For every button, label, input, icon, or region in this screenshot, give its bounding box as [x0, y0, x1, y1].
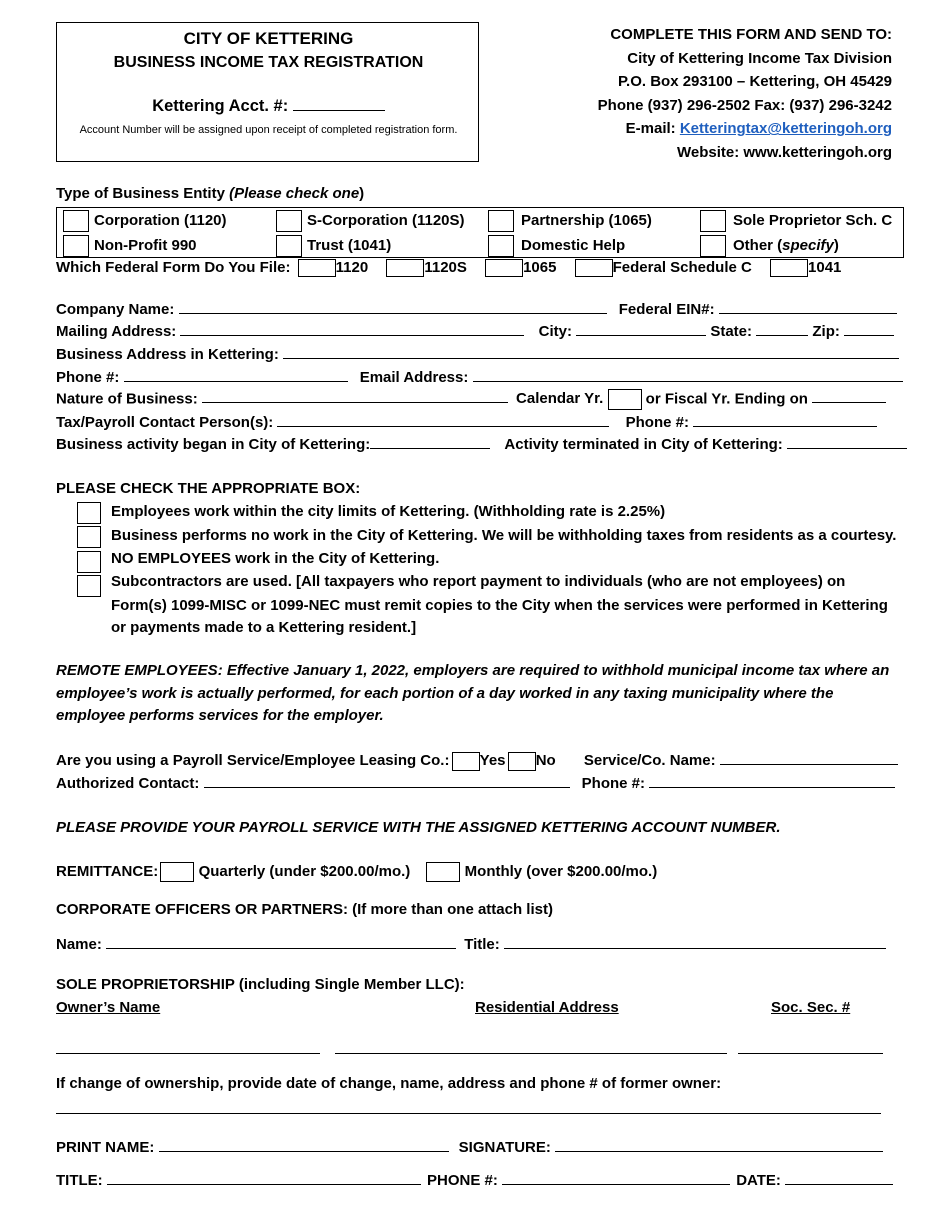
state-field[interactable]	[756, 322, 808, 336]
label-form-1041: 1041	[808, 259, 842, 276]
payroll-notice: PLEASE PROVIDE YOUR PAYROLL SERVICE WITH THE ASSIGNED KETTERING ACCOUNT NUMBER.	[56, 819, 781, 836]
checkbox-domestic-help[interactable]	[488, 235, 514, 257]
entity-other[interactable]	[700, 233, 839, 258]
nature-field[interactable]	[202, 389, 508, 403]
mailing-address-field[interactable]	[180, 322, 524, 336]
checkbox-other[interactable]	[700, 235, 726, 257]
checkbox-schedule-c[interactable]	[575, 259, 613, 277]
activity-began-label: Business activity began in City of Kettering:	[56, 436, 371, 453]
business-address-field[interactable]	[283, 345, 899, 359]
contact-phone-field[interactable]	[693, 413, 877, 427]
service-name-field[interactable]	[720, 751, 898, 765]
checkbox-sole-proprietor[interactable]	[700, 210, 726, 232]
entity-prompt-italic: (Please check one	[229, 185, 360, 202]
label-schedule-c: Federal Schedule C	[612, 259, 752, 276]
nature-label: Nature of Business:	[56, 390, 198, 408]
label-other: Other (specify)	[733, 237, 839, 254]
checkbox-no-work[interactable]	[77, 526, 101, 548]
officer-title-field[interactable]	[504, 935, 886, 949]
send-to-website: Website: www.ketteringoh.org	[676, 143, 892, 161]
checkbox-trust[interactable]	[276, 235, 302, 257]
owner-name-field[interactable]	[56, 1040, 320, 1054]
mailing-address-row	[56, 322, 894, 340]
phone-label: Phone #:	[56, 369, 120, 386]
activity-began-field[interactable]	[370, 435, 490, 449]
residential-address-field[interactable]	[335, 1040, 727, 1054]
ownership-change-field[interactable]	[56, 1100, 881, 1114]
checkbox-subcontractors[interactable]	[77, 575, 101, 597]
fiscal-year-label: or Fiscal Yr. Ending on	[645, 390, 808, 408]
sole-heading: SOLE PROPRIETORSHIP (including Single Member LLC):	[56, 976, 465, 993]
company-name-label: Company Name:	[56, 301, 175, 318]
city-title: CITY OF KETTERING	[183, 29, 354, 48]
check-option-subcontractors-1: Subcontractors are used. [All taxpayers who report payment to individuals (who are not employees) on	[111, 573, 846, 590]
checkbox-form-1120s[interactable]	[386, 259, 424, 277]
send-to-address: P.O. Box 293100 – Kettering, OH 45429	[617, 73, 892, 91]
fiscal-year-field[interactable]	[812, 389, 886, 403]
service-name-label: Service/Co. Name:	[583, 752, 716, 769]
phone-field[interactable]	[124, 368, 348, 382]
calendar-year-label: Calendar Yr.	[516, 390, 604, 408]
company-name-field[interactable]	[179, 300, 607, 314]
entity-sole-proprietor[interactable]	[700, 208, 892, 233]
check-option-subcontractors-2: Form(s) 1099-MISC or 1099-NEC must remit copies to the City when the services were performed in Kettering	[111, 597, 888, 614]
remote-line-2: employee’s work is actually performed, for each portion of a day worked in any taxing municipality where the	[56, 685, 834, 702]
label-form-1120: 1120	[335, 259, 369, 276]
officer-name-field[interactable]	[106, 935, 456, 949]
checkbox-calendar-year[interactable]	[608, 389, 642, 410]
entity-prompt	[56, 185, 364, 202]
check-option-no-employees: NO EMPLOYEES work in the City of Kettering.	[111, 550, 440, 567]
send-to-phone-fax: Phone (937) 296-2502 Fax: (937) 296-3242	[597, 96, 892, 114]
print-name-field[interactable]	[159, 1138, 449, 1152]
ssn-header: Soc. Sec. #	[771, 999, 851, 1016]
check-option-no-work: Business performs no work in the City of Kettering. We will be withholding taxes from residents as a courtesy.	[111, 527, 897, 544]
contact-row	[56, 413, 877, 431]
entity-s-corporation[interactable]	[276, 208, 465, 233]
checkbox-corporation[interactable]	[63, 210, 89, 232]
send-to-heading: COMPLETE THIS FORM AND SEND TO:	[610, 26, 892, 43]
activity-terminated-field[interactable]	[787, 435, 907, 449]
checkbox-monthly[interactable]	[426, 862, 460, 882]
label-domestic-help: Domestic Help	[521, 237, 626, 254]
label-form-1120s: 1120S	[424, 259, 467, 276]
checkbox-quarterly[interactable]	[160, 862, 194, 882]
city-label: City:	[538, 323, 572, 340]
check-option-subcontractors-3: or payments made to a Kettering resident.]	[111, 619, 417, 636]
business-address-row	[56, 345, 899, 363]
officers-row	[56, 935, 886, 953]
signature-label: SIGNATURE:	[458, 1139, 551, 1156]
check-option-employees: Employees work within the city limits of Kettering. (Withholding rate is 2.25%)	[111, 503, 666, 520]
signature-field[interactable]	[555, 1138, 883, 1152]
state-label: State:	[710, 323, 753, 340]
checkbox-form-1065[interactable]	[485, 259, 523, 277]
federal-ein-label: Federal EIN#:	[618, 301, 715, 318]
entity-partnership[interactable]	[488, 208, 652, 233]
label-quarterly: Quarterly (under $200.00/mo.)	[198, 862, 411, 880]
entity-non-profit[interactable]	[63, 233, 197, 258]
label-form-1065: 1065	[523, 259, 557, 276]
payroll-phone-label: Phone #:	[581, 775, 646, 792]
entity-prompt-end: )	[359, 185, 365, 202]
label-partnership: Partnership (1065)	[521, 212, 652, 229]
zip-field[interactable]	[844, 322, 894, 336]
email-link[interactable]: Ketteringtax@ketteringoh.org	[679, 120, 892, 138]
ownership-change-label: If change of ownership, provide date of change, name, address and phone # of former owner:	[56, 1075, 722, 1092]
mailing-address-label: Mailing Address:	[56, 323, 177, 340]
federal-ein-field[interactable]	[719, 300, 897, 314]
owner-name-header: Owner’s Name	[56, 999, 161, 1016]
officer-title-label: Title:	[464, 936, 500, 953]
authorized-contact-label: Authorized Contact:	[56, 775, 200, 792]
contact-field[interactable]	[277, 413, 609, 427]
label-sole-proprietor: Sole Proprietor Sch. C	[733, 212, 893, 229]
residential-address-header: Residential Address	[475, 999, 619, 1016]
remittance-row	[56, 862, 657, 882]
activity-terminated-label: Activity terminated in City of Kettering:	[504, 436, 783, 453]
signature-title-label: TITLE:	[56, 1172, 103, 1189]
federal-form-label: Which Federal Form Do You File:	[56, 259, 291, 276]
email-address-field[interactable]	[473, 368, 903, 382]
date-field[interactable]	[785, 1171, 893, 1185]
entity-trust[interactable]	[276, 233, 391, 258]
account-number-field[interactable]	[293, 97, 385, 111]
entity-grid	[56, 207, 904, 258]
label-s-corporation: S-Corporation (1120S)	[307, 212, 465, 229]
date-label: DATE:	[736, 1172, 781, 1189]
payroll-question: Are you using a Payroll Service/Employee Leasing Co.:	[56, 752, 450, 769]
send-to-division: City of Kettering Income Tax Division	[627, 49, 892, 67]
title-phone-date-row	[56, 1171, 893, 1189]
checkbox-s-corporation[interactable]	[276, 210, 302, 232]
send-to-email-row	[598, 117, 892, 141]
account-number-row	[57, 97, 480, 116]
officers-heading: CORPORATE OFFICERS OR PARTNERS: (If more than one attach list)	[56, 901, 553, 918]
nature-row	[56, 389, 886, 410]
company-name-row	[56, 300, 897, 318]
label-payroll-yes: Yes	[479, 752, 506, 769]
checkbox-payroll-yes[interactable]	[452, 752, 480, 771]
payroll-phone-field[interactable]	[649, 774, 895, 788]
authorized-contact-row	[56, 774, 895, 792]
account-number-note: Account Number will be assigned upon receipt of completed registration form.	[79, 124, 458, 136]
remote-line-3: employee performs services for the employer.	[56, 707, 384, 724]
email-address-label: Email Address:	[359, 369, 469, 386]
authorized-contact-field[interactable]	[204, 774, 570, 788]
label-payroll-no: No	[535, 752, 556, 769]
contact-phone-label: Phone #:	[625, 414, 689, 431]
send-to-block	[598, 23, 892, 165]
signature-phone-field[interactable]	[502, 1171, 730, 1185]
form-title: BUSINESS INCOME TAX REGISTRATION	[113, 54, 424, 71]
label-corporation: Corporation (1120)	[94, 212, 227, 229]
checkbox-no-employees[interactable]	[77, 551, 101, 573]
payroll-row	[56, 751, 898, 771]
label-trust: Trust (1041)	[307, 237, 392, 254]
entity-corporation[interactable]	[63, 208, 227, 233]
remote-line-1: REMOTE EMPLOYEES: Effective January 1, 2022, employers are required to withhold municipal income tax where an	[56, 662, 890, 679]
activity-row	[56, 435, 907, 453]
phone-email-row	[56, 368, 903, 386]
remittance-label: REMITTANCE:	[56, 862, 159, 880]
federal-form-row	[56, 259, 841, 277]
checkbox-form-1041[interactable]	[770, 259, 808, 277]
check-heading: PLEASE CHECK THE APPROPRIATE BOX:	[56, 480, 361, 497]
contact-label: Tax/Payroll Contact Person(s):	[56, 414, 274, 431]
zip-label: Zip:	[812, 323, 840, 340]
checkbox-partnership[interactable]	[488, 210, 514, 232]
label-non-profit: Non-Profit 990	[94, 237, 197, 254]
city-field[interactable]	[576, 322, 706, 336]
signature-phone-label: PHONE #:	[427, 1172, 498, 1189]
checkbox-employees-work[interactable]	[77, 502, 101, 524]
header-box	[56, 22, 479, 162]
print-name-row	[56, 1138, 883, 1156]
entity-prompt-text: Type of Business Entity	[56, 185, 230, 202]
print-name-label: PRINT NAME:	[56, 1139, 155, 1156]
checkbox-payroll-no[interactable]	[508, 752, 536, 771]
signature-title-field[interactable]	[107, 1171, 421, 1185]
account-number-label: Kettering Acct. #:	[152, 97, 289, 115]
entity-domestic-help[interactable]	[488, 233, 625, 258]
label-monthly: Monthly (over $200.00/mo.)	[464, 862, 658, 880]
checkbox-non-profit[interactable]	[63, 235, 89, 257]
business-address-label: Business Address in Kettering:	[56, 346, 279, 363]
checkbox-form-1120[interactable]	[298, 259, 336, 277]
ssn-field[interactable]	[738, 1040, 883, 1054]
email-label: E-mail:	[625, 120, 676, 138]
officer-name-label: Name:	[56, 936, 102, 953]
